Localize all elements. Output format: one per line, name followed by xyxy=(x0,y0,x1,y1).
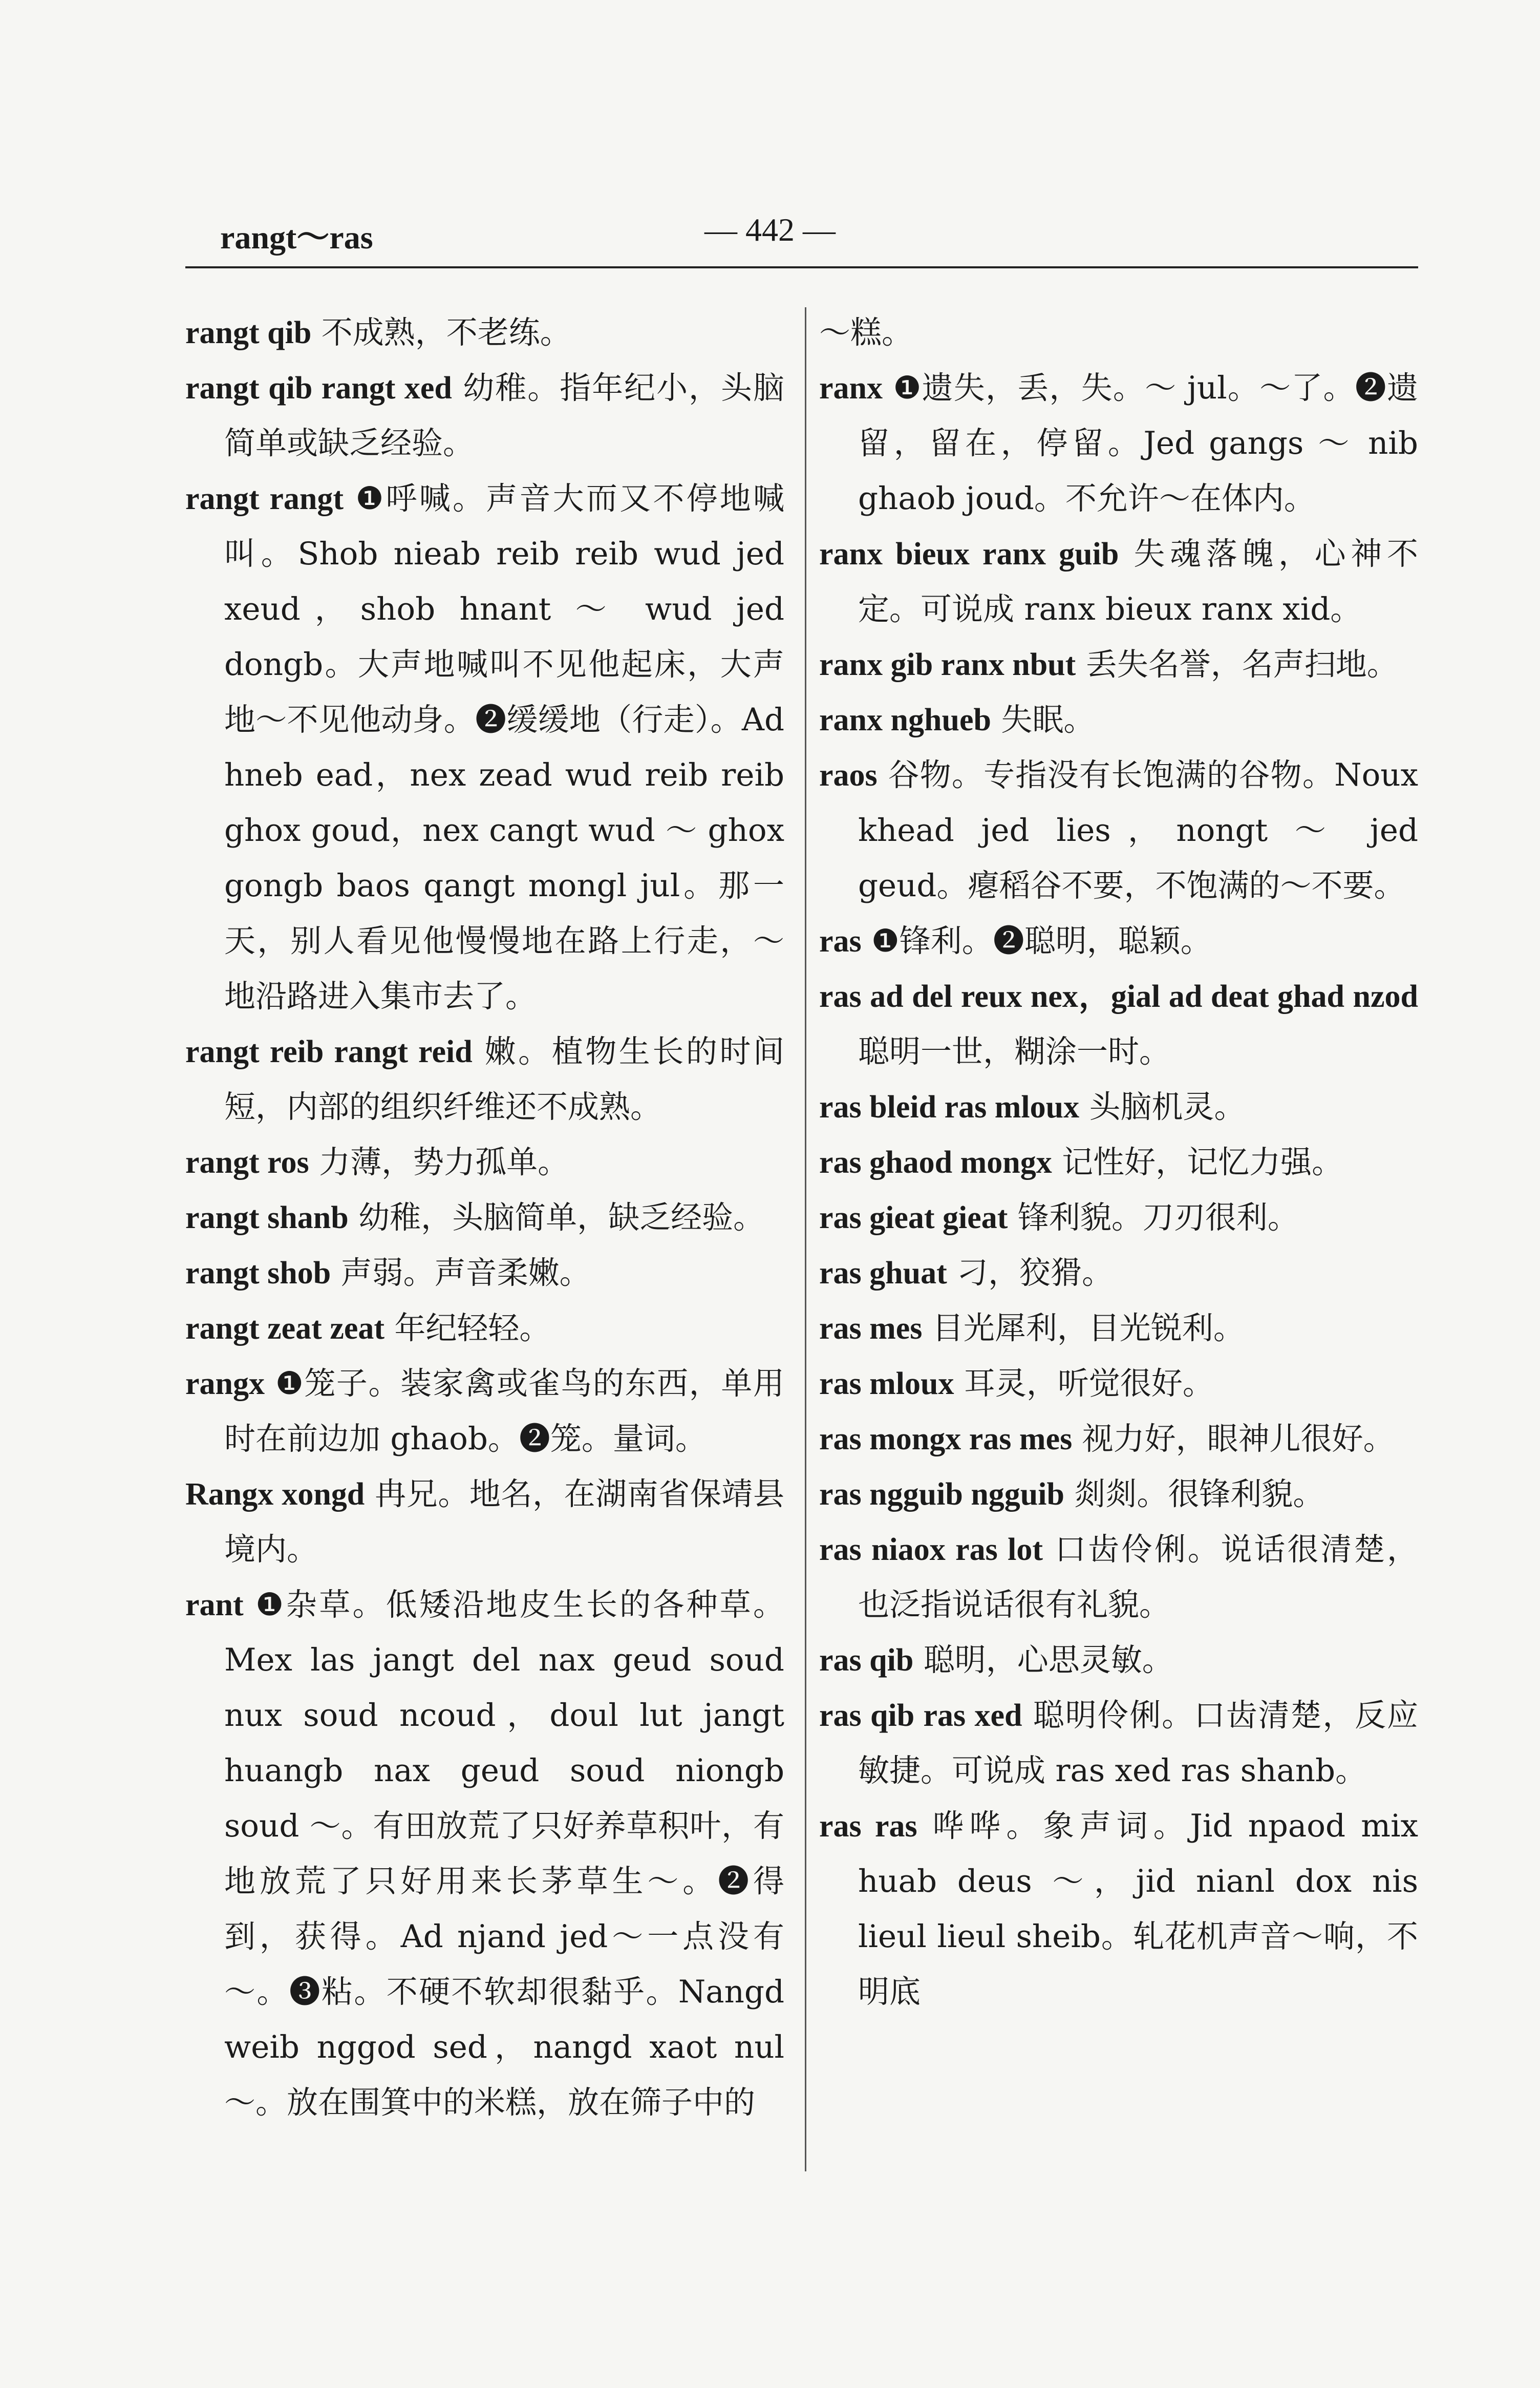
dictionary-entry xyxy=(185,471,784,1024)
headword: ras bleid ras mloux xyxy=(819,1090,1080,1125)
definition: 幼稚，头脑简单，缺乏经验。 xyxy=(348,1199,765,1236)
dictionary-entry xyxy=(819,1799,1418,2020)
dictionary-entry xyxy=(819,1522,1418,1633)
headword: rangx xyxy=(185,1366,265,1401)
headword: ras ad del reux nex，gial ad deat ghad nzod xyxy=(819,979,1418,1014)
definition: 谷物。专指没有长饱满的谷物。Noux khead jed lies，nongt ～ jed geud。瘪稻谷不要，不饱满的～不要。 xyxy=(858,757,1418,904)
dictionary-entry xyxy=(185,1356,784,1467)
guide-words: rangt～ras xyxy=(220,219,373,256)
definition: 哗哗。象声词。Jid npaod mix huab deus ～，jid nianl dox nis lieul lieul sheib。轧花机声音～响，不明底 xyxy=(858,1808,1418,2010)
left-column xyxy=(185,305,784,2130)
definition: 年纪轻轻。 xyxy=(384,1310,551,1346)
headword: rangt shanb xyxy=(185,1200,349,1235)
headword: ras ras xyxy=(819,1809,917,1844)
headword: rangt rangt xyxy=(185,481,344,516)
definition: 头脑机灵。 xyxy=(1079,1089,1246,1125)
headword: rangt qib xyxy=(185,315,312,350)
definition: ❶笼子。装家禽或雀鸟的东西，单用时在前边加 ghaob。❷笼。量词。 xyxy=(224,1365,784,1457)
page-header xyxy=(0,0,1540,287)
dictionary-entry xyxy=(185,1245,784,1301)
headword: ras mes xyxy=(819,1311,923,1346)
headword: ras xyxy=(819,924,862,959)
headword: ranx nghueb xyxy=(819,703,991,737)
definition: ～糕。 xyxy=(819,314,913,351)
headword: ras qib xyxy=(819,1643,914,1678)
definition: 目光犀利，目光锐利。 xyxy=(922,1310,1245,1346)
dictionary-entry xyxy=(819,692,1418,748)
headword: Rangx xongd xyxy=(185,1477,365,1512)
headword: rangt qib rangt xed xyxy=(185,371,452,406)
dictionary-entry xyxy=(185,361,784,471)
dictionary-entry xyxy=(819,1245,1418,1301)
dictionary-entry xyxy=(819,969,1418,1080)
dictionary-entry xyxy=(185,1135,784,1190)
headword: rangt ros xyxy=(185,1145,309,1180)
dictionary-entry xyxy=(819,1080,1418,1135)
page-number: — 442 — xyxy=(704,212,836,248)
dictionary-entry xyxy=(819,361,1418,526)
definition: 剡剡。很锋利貌。 xyxy=(1064,1476,1324,1512)
dictionary-entry xyxy=(185,305,784,361)
definition: 聪明一世，糊涂一时。 xyxy=(858,1033,1171,1070)
definition: 丢失名誉，名声扫地。 xyxy=(1076,646,1398,683)
dictionary-entry xyxy=(819,1411,1418,1467)
headword: ras ngguib ngguib xyxy=(819,1477,1064,1512)
definition: 失魂落魄，心神不定。可说成 ranx bieux ranx xid。 xyxy=(858,536,1418,627)
dictionary-entry xyxy=(185,1301,784,1356)
dictionary-entry xyxy=(819,1301,1418,1356)
headword: ras niaox ras lot xyxy=(819,1532,1043,1567)
dictionary-entry xyxy=(819,1135,1418,1190)
dictionary-entry xyxy=(819,526,1418,637)
headword: raos xyxy=(819,758,878,793)
definition: 记性好，记忆力强。 xyxy=(1052,1144,1343,1180)
dictionary-entry xyxy=(819,1190,1418,1245)
definition: ❶呼喊。声音大而又不停地喊叫。Shob nieab reib reib wud jed xeud，shob hnant ～ wud jed dongb。大声地喊叫不见他起床，大声地～不见他动身。❷缓缓地（行走）。Ad hneb ead，nex zead wud reib reib ghox goud，nex cangt wud ～ ghox gongb baos qangt mongl jul。那一天，别人看见他慢慢地在路上行走，～地沿路进入集市去了。 xyxy=(224,480,785,1015)
definition: 力薄，势力孤单。 xyxy=(309,1144,569,1180)
dictionary-entry xyxy=(819,1688,1418,1799)
headword: rangt shob xyxy=(185,1256,331,1291)
header-rule xyxy=(185,266,1418,268)
dictionary-entry xyxy=(819,1467,1418,1522)
definition: 幼稚。指年纪小，头脑简单或缺乏经验。 xyxy=(224,370,784,461)
headword: ras gieat gieat xyxy=(819,1200,1008,1235)
dictionary-entry xyxy=(185,1577,784,2130)
headword: rangt reib rangt reid xyxy=(185,1034,473,1069)
definition: 声弱。声音柔嫩。 xyxy=(331,1255,591,1291)
dictionary-entry xyxy=(819,748,1418,914)
definition: ❶锋利。❷聪明，聪颖。 xyxy=(861,923,1212,959)
dictionary-entry xyxy=(185,1024,784,1135)
headword: rant xyxy=(185,1588,244,1622)
definition: 聪明，心思灵敏。 xyxy=(913,1642,1173,1678)
definition: ❶杂草。低矮沿地皮生长的各种草。Mex las jangt del nax geud soud nux soud ncoud，doul lut jangt huangb nax geud soud niongb soud ～。有田放荒了只好养草积叶，有地放荒了只好用来长茅草生～。❷得到，获得。Ad njand jed～一点没有～。❸粘。不硬不软却很黏乎。Nangd weib nggod sed，nangd xaot nul ～。放在围箕中的米糕，放在筛子中的 xyxy=(224,1587,784,2121)
definition: 不成熟，不老练。 xyxy=(311,314,571,351)
headword: rangt zeat zeat xyxy=(185,1311,385,1346)
dictionary-entry xyxy=(819,914,1418,969)
dictionary-entry xyxy=(819,305,1418,361)
definition: 嫩。植物生长的时间短，内部的组织纤维还不成熟。 xyxy=(224,1033,784,1125)
dictionary-entry xyxy=(185,1467,784,1577)
definition: 失眠。 xyxy=(991,702,1095,738)
headword: ranx gib ranx nbut xyxy=(819,647,1076,682)
definition: 口齿伶俐。说话很清楚，也泛指说话很有礼貌。 xyxy=(858,1531,1418,1623)
column-divider xyxy=(805,307,806,2171)
definition: 锋利貌。刀刃很利。 xyxy=(1008,1199,1299,1236)
definition: 视力好，眼神儿很好。 xyxy=(1072,1421,1395,1457)
headword: ras mloux xyxy=(819,1366,954,1401)
definition: 刁，狡猾。 xyxy=(947,1255,1114,1291)
headword: ras mongx ras mes xyxy=(819,1422,1073,1456)
dictionary-entry xyxy=(819,1356,1418,1411)
headword: ras qib ras xed xyxy=(819,1698,1022,1733)
definition: ❶遗失，丢，失。～ jul。～了。❷遗留，留在，停留。Jed gangs ～ nib ghaob joud。不允许～在体内。 xyxy=(858,370,1418,517)
definition: 耳灵，听觉很好。 xyxy=(954,1365,1214,1402)
headword: ras ghuat xyxy=(819,1256,947,1291)
dictionary-entry xyxy=(819,1633,1418,1688)
headword: ranx bieux ranx guib xyxy=(819,537,1119,572)
headword: ras ghaod mongx xyxy=(819,1145,1052,1180)
right-column xyxy=(819,305,1418,2020)
dictionary-entry xyxy=(819,637,1418,692)
dictionary-entry xyxy=(185,1190,784,1245)
headword: ranx xyxy=(819,371,883,406)
definition: 聪明伶俐。口齿清楚，反应敏捷。可说成 ras xed ras shanb。 xyxy=(858,1697,1418,1789)
definition: 冉兄。地名，在湖南省保靖县境内。 xyxy=(224,1476,784,1568)
